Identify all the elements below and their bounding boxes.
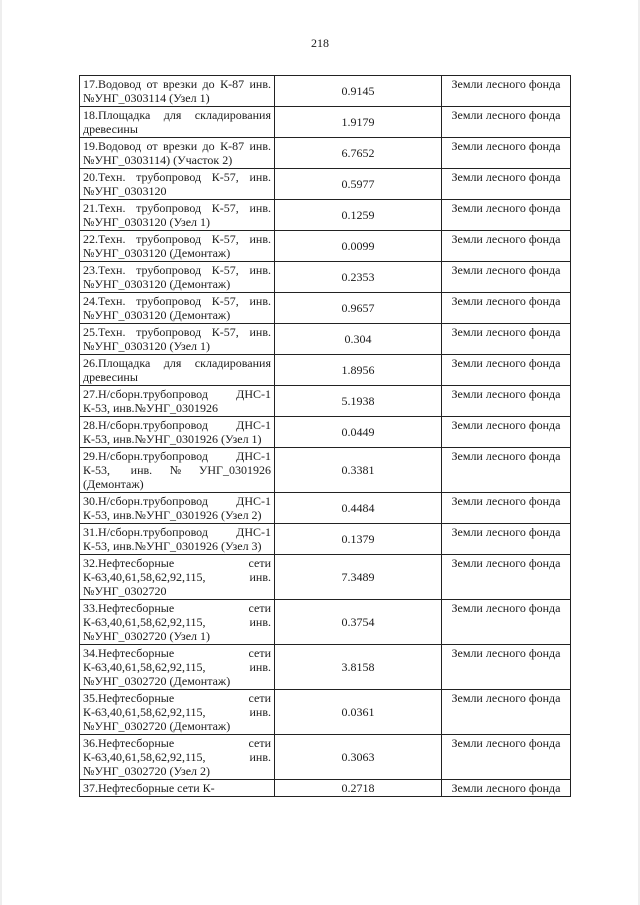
table-row (80, 107, 571, 138)
land-category-cell: Земли лесного фонда (442, 324, 571, 355)
area-cell: 0.304 (275, 324, 442, 355)
table-row (80, 690, 571, 735)
area-cell: 0.3754 (275, 600, 442, 645)
table-row (80, 780, 571, 797)
table-row (80, 169, 571, 200)
table-row (80, 262, 571, 293)
object-name-cell: 23.Техн. трубопровод К-57, инв.№УНГ_0303120 (Демонтаж) (80, 262, 275, 293)
land-category-cell: Земли лесного фонда (442, 169, 571, 200)
table-row (80, 200, 571, 231)
area-cell: 0.2353 (275, 262, 442, 293)
object-name-cell: 36.Нефтесборные сети К-63,40,61,58,62,92,115, инв.№УНГ_0302720 (Узел 2) (80, 735, 275, 780)
table-body (80, 76, 571, 797)
table-row (80, 735, 571, 780)
area-cell: 7.3489 (275, 555, 442, 600)
land-category-cell: Земли лесного фонда (442, 76, 571, 107)
object-name-cell: 28.Н/сборн.трубопровод ДНС-1 К-53, инв.№УНГ_0301926 (Узел 1) (80, 417, 275, 448)
table-row (80, 645, 571, 690)
land-category-cell: Земли лесного фонда (442, 735, 571, 780)
area-cell: 0.1259 (275, 200, 442, 231)
area-cell: 0.0099 (275, 231, 442, 262)
land-category-cell: Земли лесного фонда (442, 355, 571, 386)
land-category-cell: Земли лесного фонда (442, 524, 571, 555)
object-name-cell: 18.Площадка для складирования древесины (80, 107, 275, 138)
scan-edge-left (0, 0, 2, 905)
object-name-cell: 31.Н/сборн.трубопровод ДНС-1 К-53, инв.№УНГ_0301926 (Узел 3) (80, 524, 275, 555)
object-name-cell: 34.Нефтесборные сети К-63,40,61,58,62,92,115, инв.№УНГ_0302720 (Демонтаж) (80, 645, 275, 690)
area-cell: 0.4484 (275, 493, 442, 524)
object-name-cell: 37.Нефтесборные сети К- (80, 780, 275, 797)
object-name-cell: 17.Водовод от врезки до К-87 инв.№УНГ_0303114 (Узел 1) (80, 76, 275, 107)
area-cell: 0.2718 (275, 780, 442, 797)
land-plot-table (79, 75, 571, 797)
object-name-cell: 33.Нефтесборные сети К-63,40,61,58,62,92,115, инв.№УНГ_0302720 (Узел 1) (80, 600, 275, 645)
land-category-cell: Земли лесного фонда (442, 293, 571, 324)
land-category-cell: Земли лесного фонда (442, 386, 571, 417)
area-cell: 0.0361 (275, 690, 442, 735)
object-name-cell: 22.Техн. трубопровод К-57, инв.№УНГ_0303120 (Демонтаж) (80, 231, 275, 262)
area-cell: 0.9657 (275, 293, 442, 324)
table-row (80, 231, 571, 262)
land-category-cell: Земли лесного фонда (442, 493, 571, 524)
area-cell: 5.1938 (275, 386, 442, 417)
land-category-cell: Земли лесного фонда (442, 107, 571, 138)
object-name-cell: 21.Техн. трубопровод К-57, инв.№УНГ_0303120 (Узел 1) (80, 200, 275, 231)
area-cell: 0.1379 (275, 524, 442, 555)
area-cell: 1.8956 (275, 355, 442, 386)
object-name-cell: 19.Водовод от врезки до К-87 инв.№УНГ_0303114) (Участок 2) (80, 138, 275, 169)
table-row (80, 386, 571, 417)
table-row (80, 76, 571, 107)
land-category-cell: Земли лесного фонда (442, 262, 571, 293)
page-number: 218 (311, 36, 329, 50)
area-cell: 0.5977 (275, 169, 442, 200)
table-row (80, 293, 571, 324)
land-category-cell: Земли лесного фонда (442, 645, 571, 690)
table-row (80, 524, 571, 555)
area-cell: 3.8158 (275, 645, 442, 690)
area-cell: 1.9179 (275, 107, 442, 138)
table-row (80, 555, 571, 600)
area-cell: 0.0449 (275, 417, 442, 448)
land-category-cell: Земли лесного фонда (442, 448, 571, 493)
area-cell: 0.3063 (275, 735, 442, 780)
land-category-cell: Земли лесного фонда (442, 231, 571, 262)
area-cell: 0.9145 (275, 76, 442, 107)
table-row (80, 324, 571, 355)
land-category-cell: Земли лесного фонда (442, 200, 571, 231)
object-name-cell: 24.Техн. трубопровод К-57, инв.№УНГ_0303120 (Демонтаж) (80, 293, 275, 324)
land-category-cell: Земли лесного фонда (442, 600, 571, 645)
object-name-cell: 20.Техн. трубопровод К-57, инв.№УНГ_0303120 (80, 169, 275, 200)
object-name-cell: 32.Нефтесборные сети К-63,40,61,58,62,92,115, инв.№УНГ_0302720 (80, 555, 275, 600)
land-category-cell: Земли лесного фонда (442, 138, 571, 169)
table-row (80, 355, 571, 386)
object-name-cell: 27.Н/сборн.трубопровод ДНС-1 К-53, инв.№УНГ_0301926 (80, 386, 275, 417)
object-name-cell: 30.Н/сборн.трубопровод ДНС-1 К-53, инв.№УНГ_0301926 (Узел 2) (80, 493, 275, 524)
object-name-cell: 35.Нефтесборные сети К-63,40,61,58,62,92,115, инв.№УНГ_0302720 (Демонтаж) (80, 690, 275, 735)
table-row (80, 417, 571, 448)
area-cell: 0.3381 (275, 448, 442, 493)
land-category-cell: Земли лесного фонда (442, 780, 571, 797)
table-row (80, 493, 571, 524)
object-name-cell: 26.Площадка для складирования древесины (80, 355, 275, 386)
table-row (80, 138, 571, 169)
land-category-cell: Земли лесного фонда (442, 690, 571, 735)
land-category-cell: Земли лесного фонда (442, 555, 571, 600)
land-category-cell: Земли лесного фонда (442, 417, 571, 448)
table-row (80, 600, 571, 645)
area-cell: 6.7652 (275, 138, 442, 169)
object-name-cell: 25.Техн. трубопровод К-57, инв.№УНГ_0303120 (Узел 1) (80, 324, 275, 355)
object-name-cell: 29.Н/сборн.трубопровод ДНС-1 К-53, инв.№УНГ_0301926 (Демонтаж) (80, 448, 275, 493)
table-row (80, 448, 571, 493)
